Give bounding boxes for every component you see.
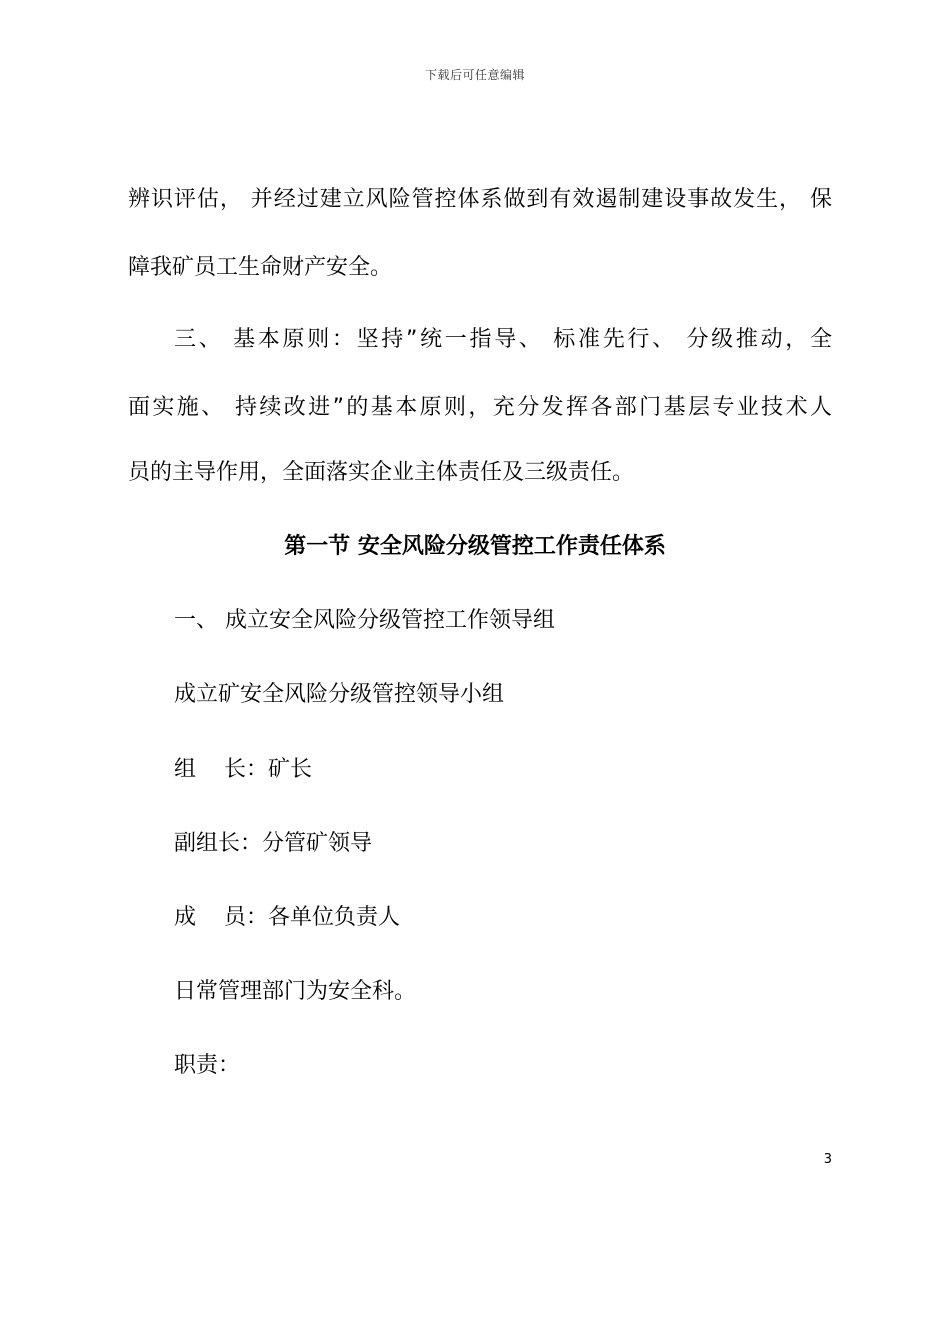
duties-label: 职责：	[174, 1053, 241, 1078]
section-title: 第一节 安全风险分级管控工作责任体系	[284, 534, 666, 559]
item-1-description: 成立矿安全风险分级管控领导小组	[174, 682, 505, 707]
paragraph-2-line-2: 面实施、 持续改进”的基本原则，充分发挥各部门基层专业技术人	[128, 395, 832, 420]
paragraph-1-line-1: 辨识评估， 并经过建立风险管控体系做到有效遏制建设事故发生， 保	[128, 187, 832, 212]
paragraph-1-line-2: 障我矿员工生命财产安全。	[128, 255, 393, 280]
page-header: 下载后可任意编辑	[424, 68, 525, 82]
page-number: 3	[823, 1152, 832, 1167]
paragraph-2-line-1: 三、 基本原则：坚持”统一指导、 标准先行、 分级推动，全	[174, 327, 832, 352]
item-1-title: 一、 成立安全风险分级管控工作领导组	[174, 608, 555, 633]
leader-line: 组 长：矿长	[174, 757, 312, 782]
members-line: 成 员：各单位负责人	[174, 905, 400, 930]
paragraph-2-line-3: 员的主导作用，全面落实企业主体责任及三级责任。	[128, 460, 635, 485]
daily-department-line: 日常管理部门为安全科。	[174, 979, 417, 1004]
deputy-leader-line: 副组长：分管矿领导	[174, 831, 373, 856]
